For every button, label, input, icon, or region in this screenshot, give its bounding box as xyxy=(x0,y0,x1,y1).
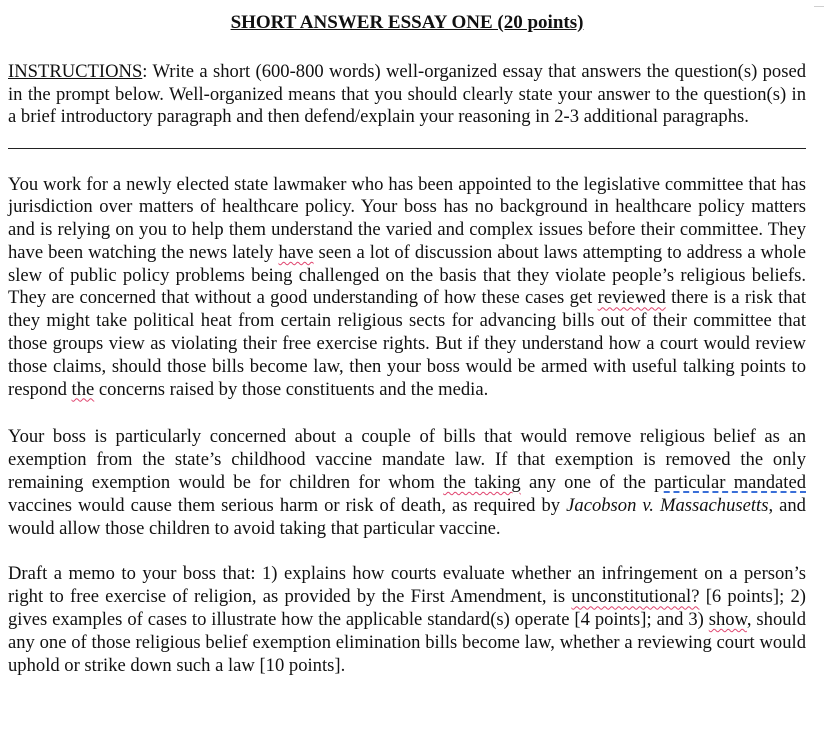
p1-text-2: seen a lot of discussion about laws attempting to address a whole slew of public policy problems being challenged on the basis that they violate people’s religious beliefs. They are concerned that without a good understanding of how these cases get xyxy=(8,241,806,309)
prompt-paragraph-2 xyxy=(8,426,806,540)
spellcheck-flag-the[interactable]: the xyxy=(71,378,95,400)
document-page xyxy=(8,0,806,677)
p2-text-3: vaccines would cause them serious harm or risk of death, as required by xyxy=(8,494,567,516)
p3-text-1: Draft a memo to your boss that: 1) explains how courts evaluate whether an infringement on a person’s right to free exercise of religion, as provided by the First Amendment, is xyxy=(8,563,806,608)
p1-text-4: concerns raised by those constituents and the media. xyxy=(94,378,489,400)
spellcheck-flag-reviewed[interactable]: reviewed xyxy=(597,287,666,309)
page-title: SHORT ANSWER ESSAY ONE (20 points) xyxy=(230,12,584,33)
page-corner-mark xyxy=(814,0,824,7)
spellcheck-flag-show[interactable]: show xyxy=(708,609,747,631)
p1-text-3: there is a risk that they might take political heat from certain religious sects for advancing bills out of their committee that those groups view as violating their free exercise rights. But if they understand how a court would review those claims, should those bills become law, then your boss would be armed with useful talking points to respond xyxy=(8,287,806,400)
p1-text-1: You work for a newly elected state lawmaker who has been appointed to the legislative committee that has jurisdiction over matters of healthcare policy. Your boss has no background in healthcare policy matters and is relying on you to help them understand the varied and complex issues before their committee. They have been watching the news lately xyxy=(8,173,806,263)
p2-text-4: , and would allow those children to avoid taking that particular vaccine. xyxy=(8,494,806,539)
case-citation: Jacobson v. Massachusetts xyxy=(566,494,769,516)
instructions-paragraph xyxy=(8,61,806,129)
p2-text-1: Your boss is particularly concerned about a couple of bills that would remove religious belief as an exemption from the state’s childhood vaccine mandate law. If that exemption is removed the only remaining exemption would be for children for whom xyxy=(8,426,806,494)
prompt-paragraph-1 xyxy=(8,174,806,402)
spellcheck-flag-the-taking[interactable]: the taking xyxy=(443,472,521,494)
p3-text-2: [6 points]; 2) gives examples of cases to illustrate how the applicable standard(s) operate [4 points]; and 3) xyxy=(8,586,806,631)
p2-text-2: any one of the xyxy=(520,472,655,494)
prompt-paragraph-3 xyxy=(8,563,806,677)
spellcheck-flag-unconstitutional[interactable]: unconstitutional? xyxy=(571,586,700,608)
instructions-text: : Write a short (600-800 words) well-organized essay that answers the question(s) posed in the prompt below. Well-organized means that you should clearly state your answer to the question(s) in a brief introductory paragraph and then defend/explain your reasoning in 2-3 additional paragraphs. xyxy=(8,61,806,127)
p3-text-3: , should any one of those religious belief exemption elimination bills become law, whether a reviewing court would uphold or strike down such a law [10 points]. xyxy=(8,609,806,676)
grammar-flag-particular-mandated[interactable]: particular mandated xyxy=(654,472,806,494)
section-divider xyxy=(8,148,806,149)
instructions-label: INSTRUCTIONS xyxy=(8,61,143,82)
spellcheck-flag-have[interactable]: have xyxy=(278,241,314,263)
